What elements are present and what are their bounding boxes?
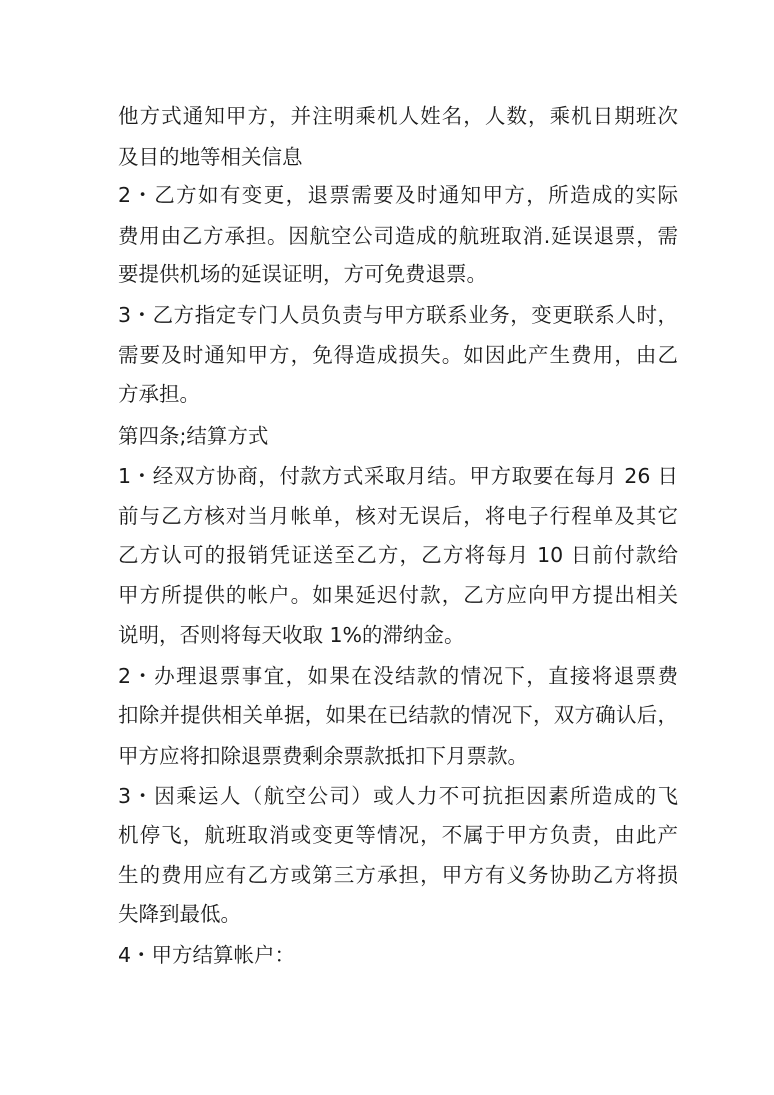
text-line: 生的费用应有乙方或第三方承担，甲方有义务协助乙方将损 (118, 863, 678, 887)
text-line: 2・办理退票事宜，如果在没结款的情况下，直接将退票费 (118, 664, 678, 688)
section-heading: 第四条;结算方式 (118, 424, 269, 448)
text-line: 需要及时通知甲方，免得造成损失。如因此产生费用，由乙 (118, 343, 678, 367)
text-line: 甲方所提供的帐户。如果延迟付款，乙方应向甲方提出相关 (118, 583, 678, 607)
text-line: 4・甲方结算帐户： (118, 943, 296, 967)
text-line: 乙方认可的报销凭证送至乙方，乙方将每月 10 日前付款给 (118, 543, 678, 567)
text-line: 甲方应将扣除退票费剩余票款抵扣下月票款。 (118, 744, 528, 768)
text-line: 要提供机场的延误证明，方可免费退票。 (118, 262, 487, 286)
text-line: 方承担。 (118, 382, 200, 406)
text-line: 3・乙方指定专门人员负责与甲方联系业务，变更联系人时， (118, 303, 678, 327)
text-line: 及目的地等相关信息 (118, 145, 303, 169)
text-line: 他方式通知甲方，并注明乘机人姓名，人数，乘机日期班次 (118, 104, 678, 128)
text-line: 失降到最低。 (118, 902, 241, 926)
text-line: 扣除并提供相关单据，如果在已结款的情况下，双方确认后， (118, 703, 678, 727)
text-line: 2・乙方如有变更，退票需要及时通知甲方，所造成的实际 (118, 183, 678, 207)
text-line: 1・经双方协商，付款方式采取月结。甲方取要在每月 26 日 (118, 464, 678, 488)
text-line: 说明，否则将每天收取 1%的滞纳金。 (118, 623, 465, 647)
text-line: 费用由乙方承担。因航空公司造成的航班取消.延误退票，需 (118, 224, 678, 248)
text-line: 机停飞，航班取消或变更等情况，不属于甲方负责，由此产 (118, 823, 678, 847)
text-line: 前与乙方核对当月帐单，核对无误后，将电子行程单及其它 (118, 504, 678, 528)
text-line: 3・因乘运人（航空公司）或人力不可抗拒因素所造成的飞 (118, 784, 678, 808)
